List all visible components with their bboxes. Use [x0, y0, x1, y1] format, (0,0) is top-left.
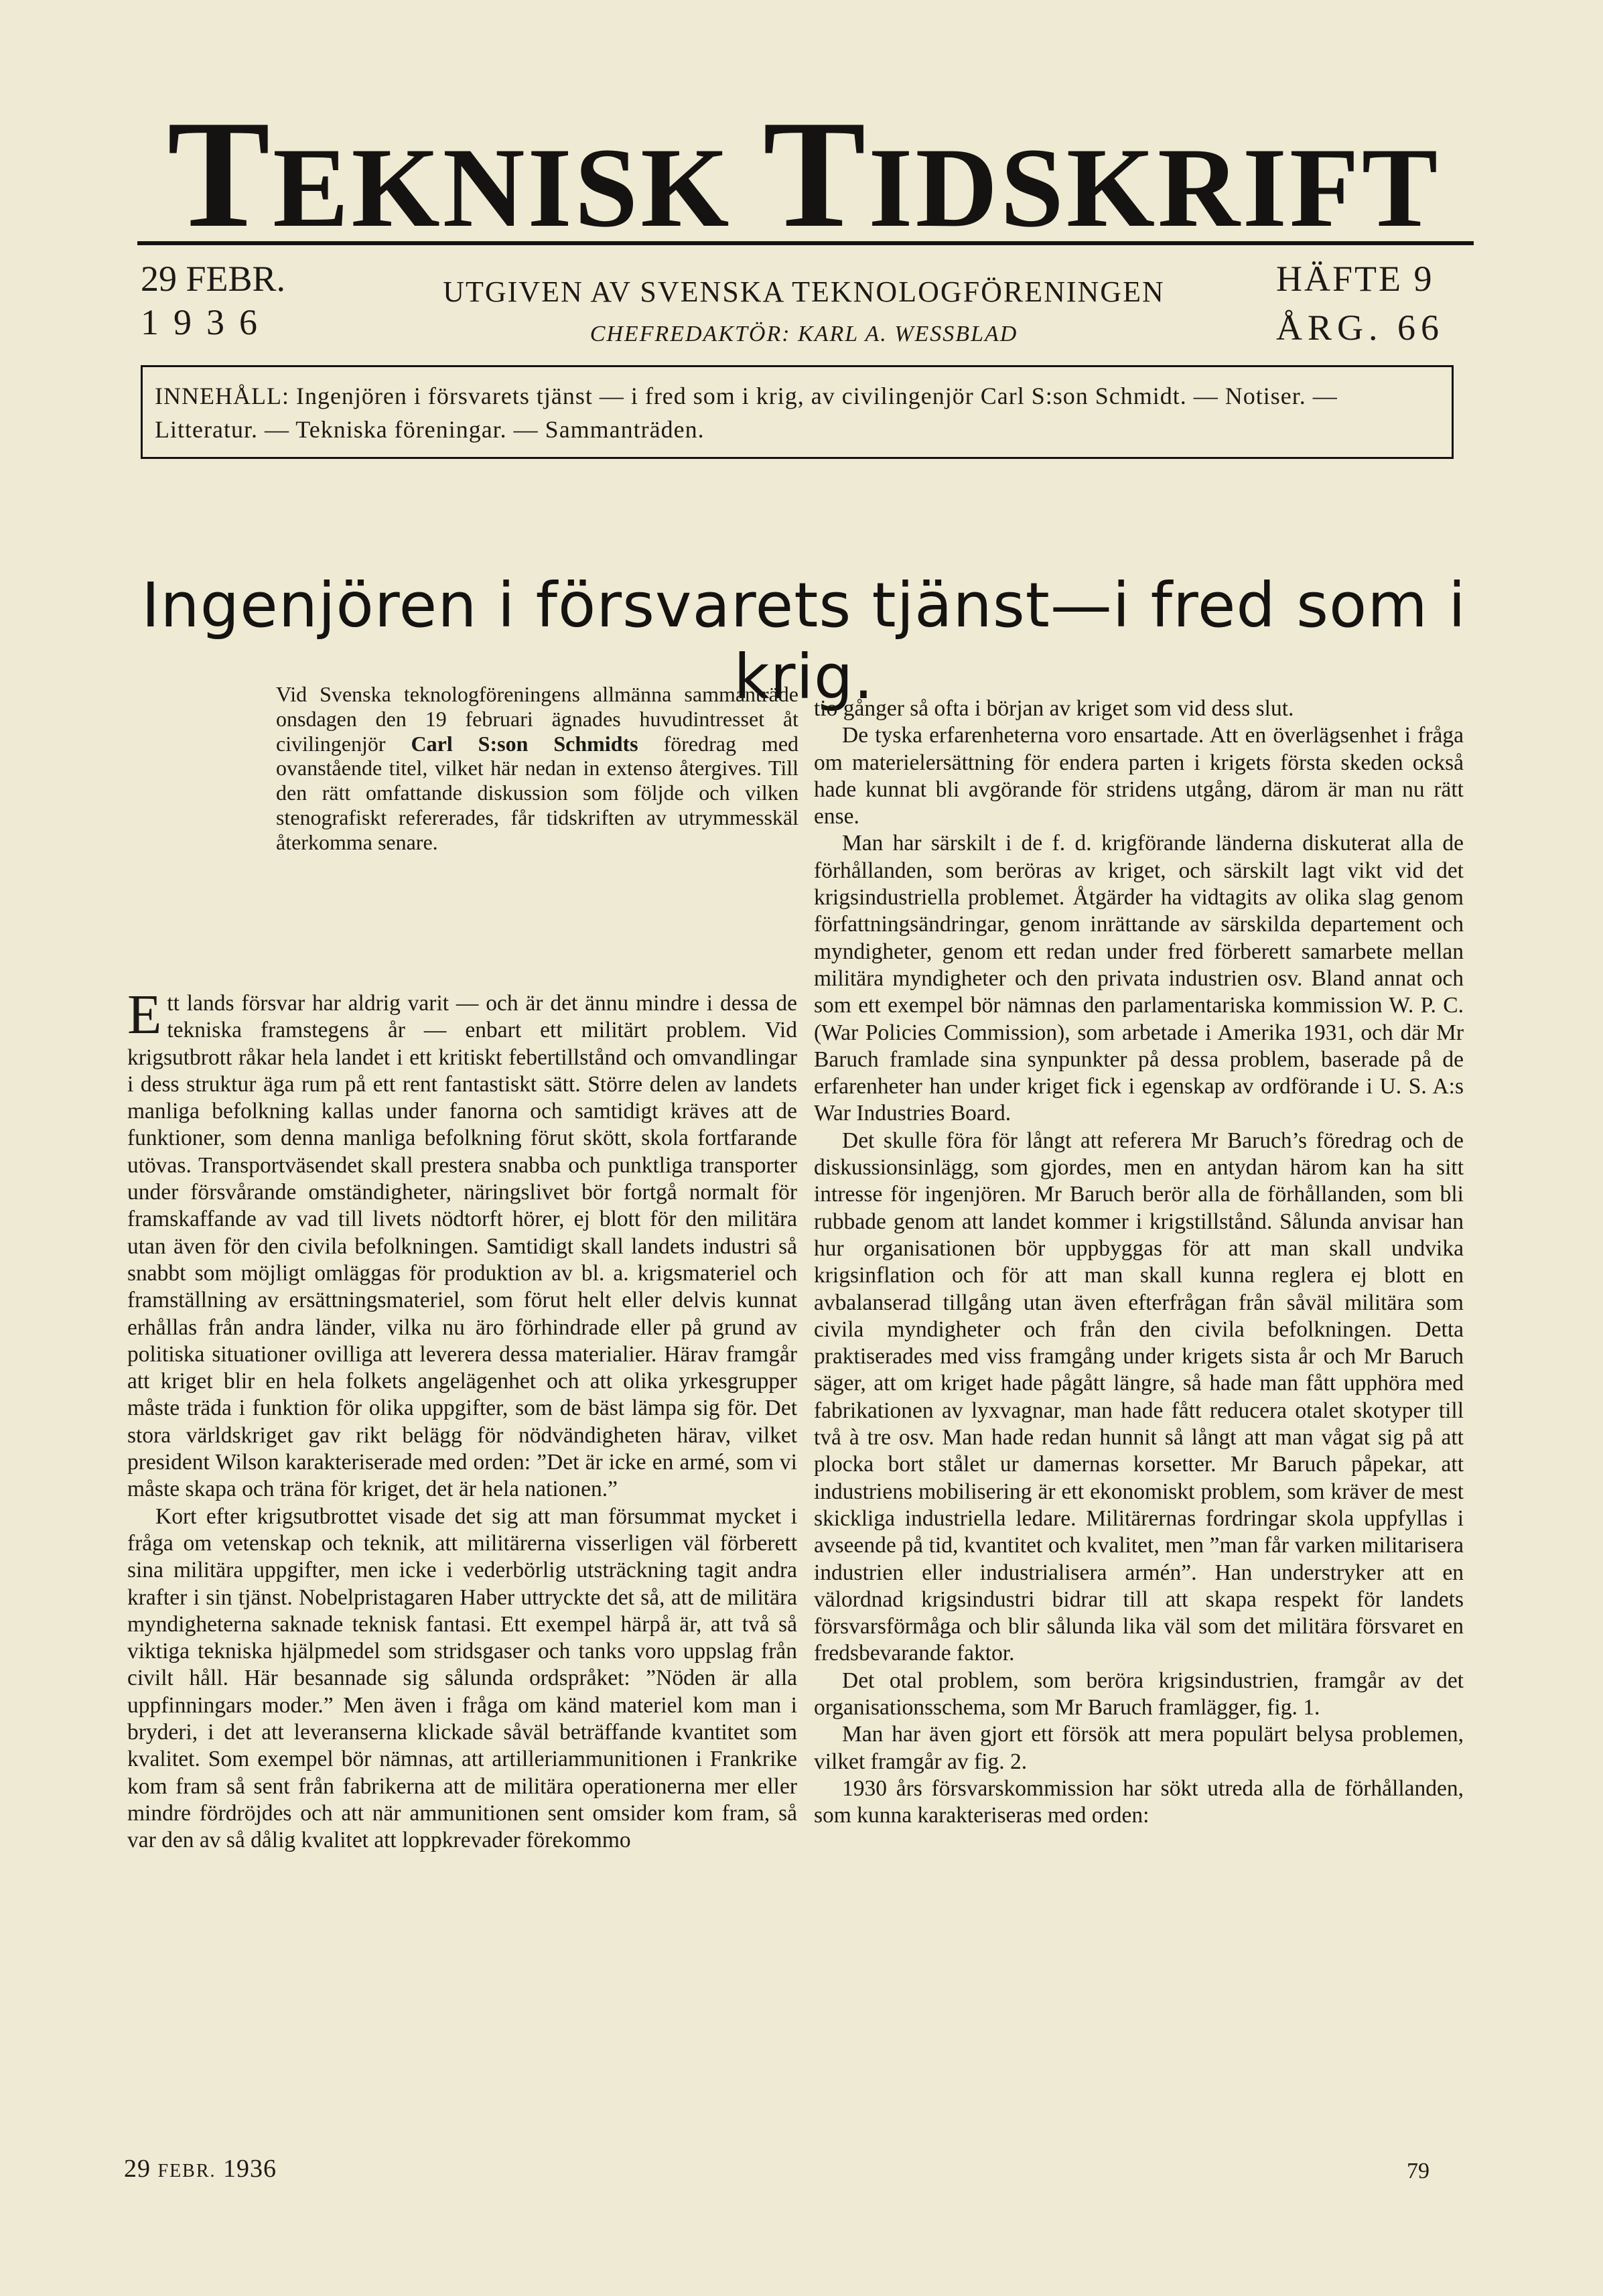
- paragraph-text: tt lands försvar har aldrig varit — och är det ännu mindre i dessa de tekniska framstegens år — enbart ett militärt problem. Vid krigsutbrott råkar hela landet i ett kritiskt febertillstånd och omvandlingar i dess struktur äga rum på ett rent fantastiskt sätt. Större delen av landets manliga befolkning kallas under fanorna och samtidigt kräves att de funktioner, som denna manliga befolkning förut skött, skola fortfarande utövas. Transportväsendet skall prestera snabba och punktliga transporter under försvårande omständigheter, näringslivet bör fortgå normalt för framskaffande av vad till livets nödtorft hörer, ej blott för den militära utan även för den civila befolkningen. Samtidigt skall landets industri så snabbt som möjligt omläggas för produktion av bl. a. krigsmateriel och framställning av ersättningsmateriel, som förut helt eller delvis kunnat erhållas från andra länder, vilka nu äro förhindrade eller på grund av politiska situationer ovilliga att leverera dessa materialier. Härav framgår att kriget blir en hela folkets angelägenhet och att olika yrkesgrupper måste träda i funktion för olika uppgifter, som de bäst lämpa sig för. Det stora världskriget gav rikt belägg för nödvändigheten härav, vilket president Wilson karakteriserade med orden: ”Det är icke en armé, som vi måste skapa och träna för kriget, det är hela nationen.”: [127, 991, 797, 1502]
- paragraph: [127, 984, 797, 1503]
- masthead-word-2: IDSKRIFT: [868, 125, 1441, 251]
- issue-date: 29 FEBR.: [141, 259, 286, 299]
- article-intro: [276, 682, 798, 855]
- masthead-rule: [137, 241, 1474, 245]
- right-column: [814, 695, 1464, 1829]
- editor-line: CHEFREDAKTÖR: KARL A. WESSBLAD: [589, 322, 1018, 346]
- issue-year: 1936: [141, 302, 272, 342]
- paragraph: Det skulle föra för långt att referera Mr Baruch’s föredrag och de diskussionsinlägg, som gjordes, men en antydan härom kan ha sitt intresse för ingenjören. Mr Baruch berör alla de förhållanden, som bli rubbade genom att landet kommer i krigstillstånd. Sålunda anvisar han hur organisationen bör uppbyggas för att man skall undvika krigsinflation och för att man skall kunna reglera ej blott en avbalanserad tillgång utan även efterfrågan från såväl militära som civila myndigheter och från den civila befolkningen. Detta praktiserades med viss framgång under krigets sista år och Mr Baruch säger, att om kriget hade pågått längre, så hade man fått upphöra med fabrikationen av lyxvagnar, man hade fått reducera otalet skotyper till två à tre osv. Man hade redan hunnit så långt att man vågat sig på att plocka bort stålet ur damernas korsetter. Mr Baruch påpekar, att industriens mobilisering är ett ekonomiskt problem, som kräver de mest skickliga industriella ledare. Militärernas fordringar skola uppfyllas i avseende på tid, kvantitet och kvalitet, men ”man får varken militarisera industrien eller industrialisera armén”. Han understryker att en välordnad krigsindustri bidrar till att skapa respekt för landets försvarsförmåga och blir sålunda lika väl som det militära försvaret en fredsbevarande faktor.: [814, 1128, 1464, 1666]
- left-column: [127, 984, 797, 1854]
- intro-text-b: föredrag med ovanstående titel, vilket här nedan in extenso återgives. Till den rätt omfattande diskussion som följde och vilken stenografiskt refererades, får tidskriften av utrymmesskäl återkomma senare.: [276, 731, 799, 854]
- paragraph: Kort efter krigsutbrottet visade det sig att man försummat mycket i fråga om vetenskap och teknik, att militärerna visserligen väl förberett sina militära uppgifter, men icke i vederbörlig utsträckning tagit andra krafter i sin tjänst. Nobelpristagaren Haber uttryckte det så, att de militära myndigheterna saknade teknisk fantasi. Ett exempel härpå är, att två så viktiga tekniska hjälpmedel som stridsgaser och tanks voro uppslag från civilt håll. Här besannade sig sålunda ordspråket: ”Nöden är alla uppfinningars moder.” Men även i fråga om känd materiel kom man i bryderi, i det att leveranserna klickade såväl beträffande kvantitet som kvalitet. Som exempel bör nämnas, att artilleriammunitionen i Frankrike kom fram så sent från fabrikerna att de militära operationerna mer eller mindre fördröjdes och att när ammunitionen sent omsider kom fram, så var den av så dålig kvalitet att loppkrevader förekommo: [127, 1503, 797, 1853]
- footer-year: 1936: [223, 2155, 277, 2183]
- issue-number: HÄFTE 9: [1276, 259, 1434, 299]
- contents-text: INNEHÅLL: Ingenjören i försvarets tjänst — i fred som i krig, av civilingenjör Carl S:son Schmidt. — Notiser. — Litteratur. — Tekniska föreningar. — Sammanträden.: [155, 383, 1338, 443]
- author-name: Carl S:son Schmidts: [411, 731, 638, 756]
- masthead-title: [131, 88, 1477, 259]
- page-number: 79: [1407, 2159, 1430, 2183]
- footer-month: FEBR.: [157, 2161, 216, 2181]
- paragraph: Man har även gjort ett försök att mera populärt belysa problemen, vilket framgår av fig. 2.: [814, 1722, 1464, 1774]
- paragraph: De tyska erfarenheterna voro ensartade. Att en överlägsenhet i fråga om materielersättning för endera parten i krigets första skeden också hade kunnat bli avgörande för stridens utgång, därom är man nu rätt ense.: [814, 723, 1464, 829]
- paragraph: Man har särskilt i de f. d. krigförande länderna diskuterat alla de förhållanden, som beröras av kriget, och särskilt lagt vikt vid det krigsindustriella problemet. Åtgärder ha vidtagits av olika slag genom författningsändringar, genom inrättande av särskilda departement och myndigheter, genom ett redan under fred förberett samarbete mellan militära myndigheter och den privata industrien osv. Bland annat och som ett exempel bör nämnas den parlamentariska kommission W. P. C. (War Policies Commission), som arbetade i Amerika 1931, och där Mr Baruch framlade sina synpunkter på dessa problem, baserade på de erfarenheter han under kriget fick i egenskap av ordförande i U. S. A:s War Industries Board.: [814, 831, 1464, 1126]
- paragraph: tio gånger så ofta i början av kriget som vid dess slut.: [814, 696, 1294, 721]
- paragraph: Det otal problem, som beröra krigsindustrien, framgår av det organisationsschema, som Mr Baruch framlägger, fig. 1.: [814, 1668, 1464, 1720]
- publisher-line: UTGIVEN AV SVENSKA TEKNOLOGFÖRENINGEN: [443, 275, 1165, 308]
- table-of-contents-box: [141, 365, 1454, 459]
- masthead-cap-1: T: [167, 88, 273, 259]
- intro-text-a: Vid Svenska teknologföreningens allmänna sammanträde onsdagen den 19 februari ägnades huvudintresset åt civilingenjör: [276, 682, 798, 756]
- footer-date: [124, 2154, 277, 2183]
- paragraph: 1930 års försvarskommission har sökt utreda alla de förhållanden, som kunna karakteriseras med orden:: [814, 1775, 1464, 1828]
- masthead-word-1: EKNISK: [273, 125, 732, 251]
- footer-day: 29: [124, 2155, 151, 2183]
- article-headline: Ingenjören i försvarets tjänst—i fred som i krig.: [141, 569, 1466, 713]
- volume-number: ÅRG. 66: [1276, 308, 1445, 348]
- drop-cap: E: [127, 984, 162, 1046]
- masthead-cap-2: T: [762, 88, 869, 259]
- intro-paragraph: [276, 682, 798, 855]
